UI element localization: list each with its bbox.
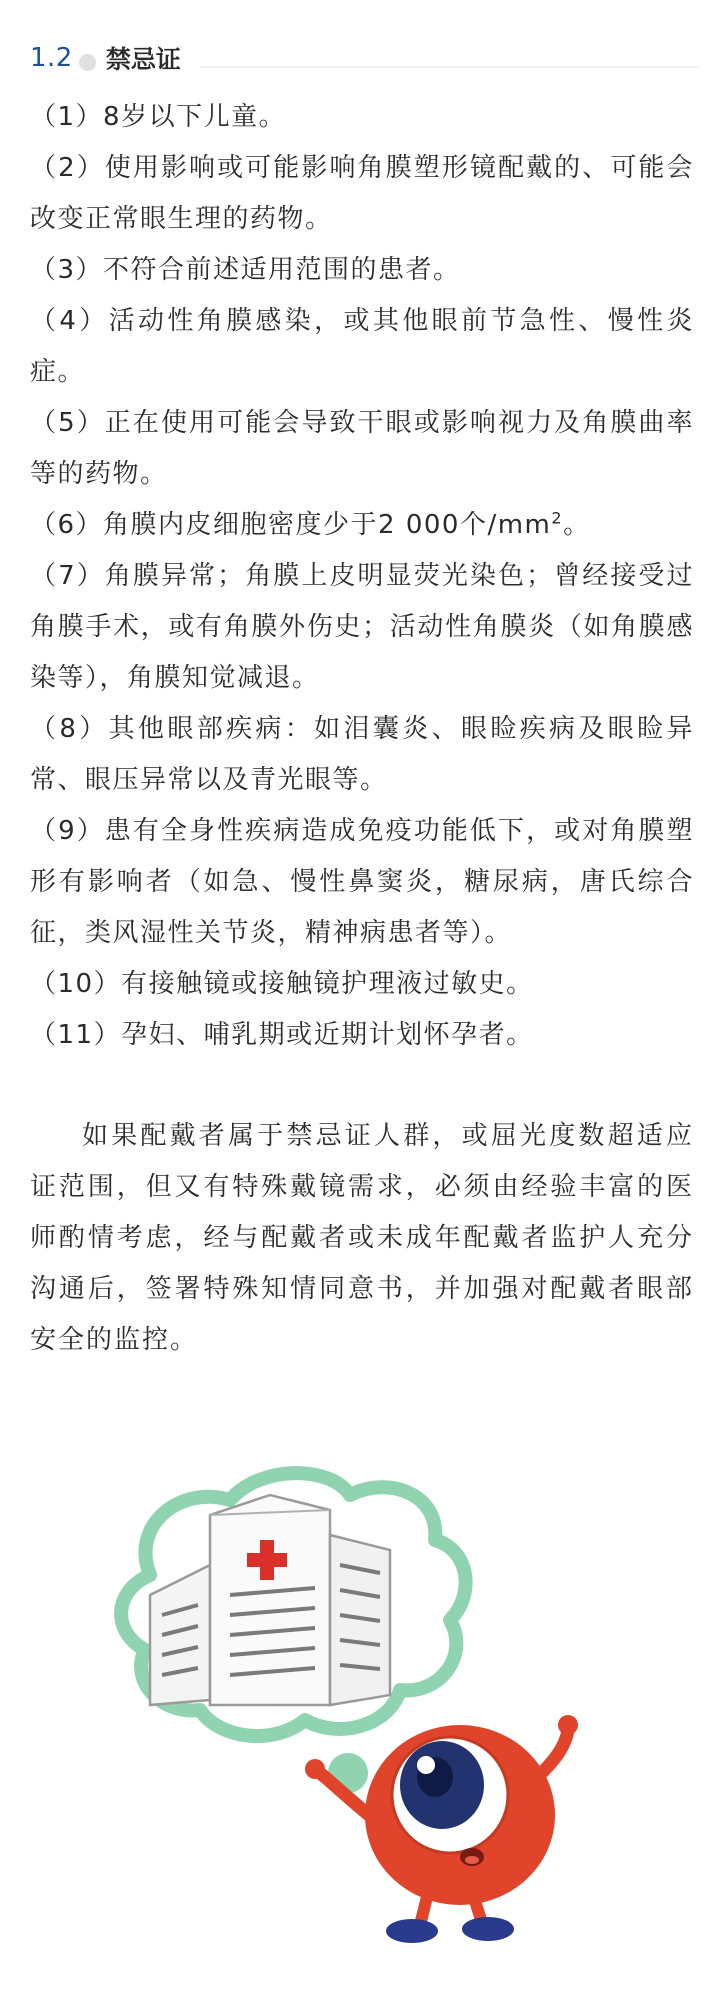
body-paragraph: 如果配戴者属于禁忌证人群，或屈光度数超适应证范围，但又有特殊戴镜需求，必须由经验丰富的医师酌情考虑，经与配戴者或未成年配戴者监护人充分沟通后，签署特殊知情同意书，并加强对配戴者眼部安全的监控。 [30,1121,694,1355]
section-title: 禁忌证 [105,45,181,74]
list-item: （9）患有全身性疾病造成免疫功能低下，或对角膜塑形有影响者（如急、慢性鼻窦炎，糖尿病，唐氏综合征，类风湿性关节炎，精神病患者等）。 [30,816,694,948]
list-item: （2）使用影响或可能影响角膜塑形镜配戴的、可能会改变正常眼生理的药物。 [30,153,694,234]
list-item [30,500,694,551]
list-item: （8）其他眼部疾病：如泪囊炎、眼睑疾病及眼睑异常、眼压异常以及青光眼等。 [30,714,694,795]
list-item: （3）不符合前述适用范围的患者。 [30,255,461,285]
list-item: （1）8岁以下儿童。 [30,102,287,132]
list-item: （10）有接触镜或接触镜护理液过敏史。 [30,969,534,999]
list-item: （5）正在使用可能会导致干眼或影响视力及角膜曲率等的药物。 [30,408,694,489]
header-dot-icon [79,54,96,71]
section-number: 1.2 [30,43,73,73]
eye-mascot-icon [305,1715,578,1943]
illustration-svg [90,1455,650,1955]
illustration [90,1455,650,1955]
article [30,36,694,1392]
header-divider [200,66,700,68]
list-item-text-end: 。 [563,510,591,540]
list-item: （11）孕妇、哺乳期或近期计划怀孕者。 [30,1020,534,1050]
section-header [30,36,694,80]
list-item-text: （6）角膜内皮细胞密度少于2 000个/mm [30,510,552,540]
list-item: （7）角膜异常；角膜上皮明显荧光染色；曾经接受过角膜手术，或有角膜外伤史；活动性角膜炎（如角膜感染等），角膜知觉减退。 [30,561,694,693]
superscript: 2 [551,508,564,528]
contraindication-list [30,92,694,1061]
list-item: （4）活动性角膜感染，或其他眼前节急性、慢性炎症。 [30,306,694,387]
